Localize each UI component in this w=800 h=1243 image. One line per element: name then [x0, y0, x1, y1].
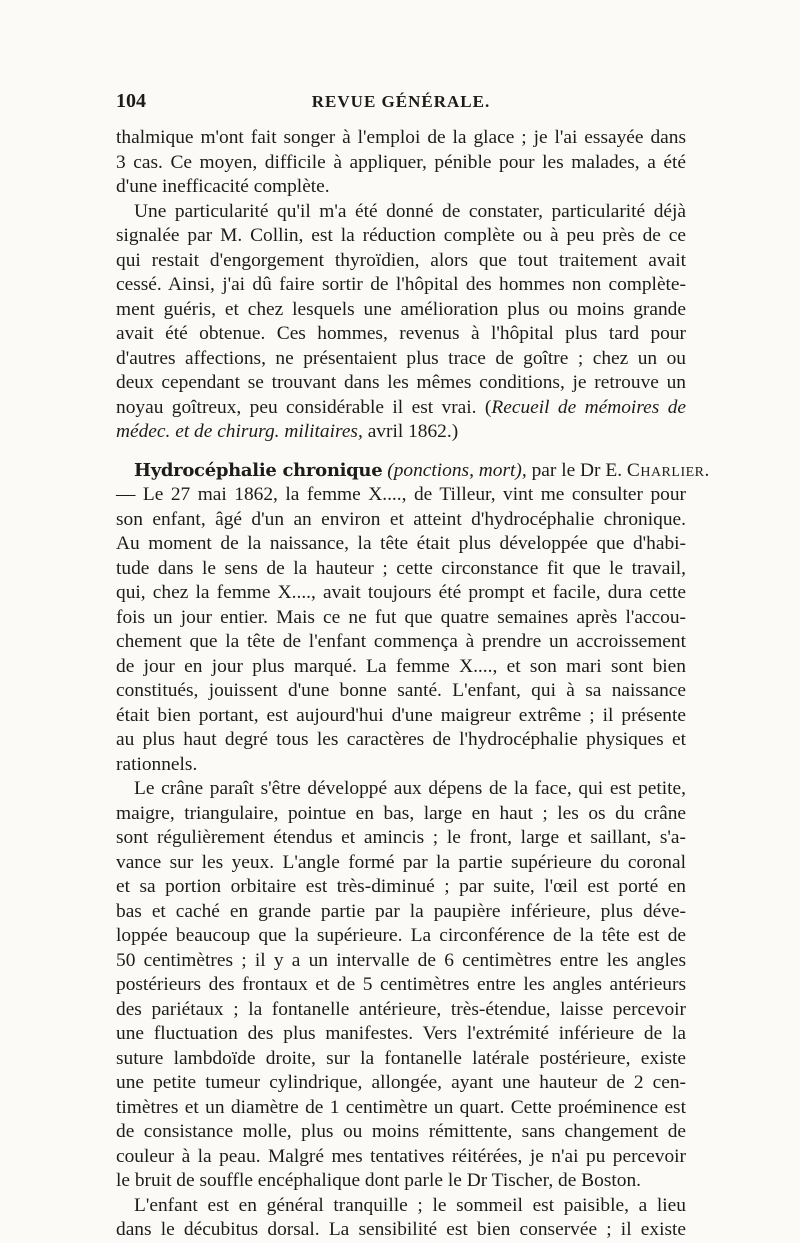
text-line: noyau goîtreux, peu considérable il est vrai. (Recueil de mémoires de: [116, 396, 686, 418]
text-line: couleur à la peau. Malgré mes tentatives réitérées, je n'ai pu percevoir: [116, 1145, 686, 1167]
text-line: deux cependant se trouvant dans les mêmes conditions, je retrouve un: [116, 372, 686, 393]
page-number: 104: [116, 90, 146, 112]
text-line: — Le 27 mai 1862, la femme X...., de Tilleur, vint me consulter pour: [116, 484, 686, 505]
text-line: loppée beaucoup que la supérieure. La circonférence de la tête est de: [116, 925, 686, 946]
article-subtitle: (ponctions, mort),: [387, 459, 527, 481]
text-line: des pariétaux ; la fontanelle antérieure, très-étendue, laisse percevoir: [116, 998, 686, 1020]
text-line: au plus haut degré tous les caractères de l'hydrocéphalie physiques et: [116, 729, 686, 750]
article-title: Hydrocéphalie chronique: [134, 459, 383, 481]
running-title: REVUE GÉNÉRALE.: [311, 92, 491, 111]
text-line: Au moment de la naissance, la tête était plus développée que d'habi-: [116, 533, 686, 554]
text-line: postérieurs des frontaux et de 5 centimètres entre les angles antérieurs: [116, 974, 686, 995]
text-line: thalmique m'ont fait songer à l'emploi de la glace ; je l'ai essayée dans: [116, 127, 686, 148]
text-line: bas et caché en grande partie par la paupière inférieure, plus déve-: [116, 900, 686, 922]
text-line: de jour en jour plus marqué. La femme X...., et son mari sont bien: [116, 655, 686, 677]
text-line: d'une inefficacité complète.: [116, 176, 330, 197]
text-line: maigre, triangulaire, pointue en bas, large en haut ; les os du crâne: [116, 802, 686, 824]
text-line: signalée par M. Collin, est la réduction complète ou à peu près de ce: [116, 225, 686, 246]
article-author: Charlier.: [626, 459, 710, 481]
text-line: le bruit de souffle encéphalique dont parle le Dr Tischer, de Boston.: [116, 1170, 641, 1191]
text-line: [116, 420, 686, 445]
text-line: 50 centimètres ; il y a un intervalle de 6 centimètres entre les angles: [116, 949, 686, 971]
page-header: [116, 90, 686, 120]
text-line: fois un jour entier. Mais ce ne fut que quatre semaines après l'accou-: [116, 606, 686, 628]
text-line: constitués, jouissent d'une bonne santé. L'enfant, qui à sa naissance: [116, 680, 686, 701]
text-line: d'autres affections, ne présentaient plus trace de goître ; chez un ou: [116, 347, 686, 369]
body-text: [116, 126, 710, 1243]
text-line: dans le décubitus dorsal. La sensibilité est bien conservée ; il existe: [116, 1219, 686, 1240]
text-line: avait été obtenue. Ces hommes, revenus à l'hôpital plus tard pour: [116, 323, 686, 344]
text-line: vance sur les yeux. L'angle formé par la partie supérieure du coronal: [116, 851, 686, 873]
citation-title-cont: médec. et de chirurg. militaires,: [116, 421, 363, 442]
text-line: et sa portion orbitaire est très-diminué ; par suite, l'œil est porté en: [116, 876, 686, 897]
text-line: Une particularité qu'il m'a été donné de constater, particularité déjà: [134, 200, 686, 222]
text-line: qui, chez la femme X...., avait toujours été prompt et facile, dura cette: [116, 582, 686, 603]
text-line: tude dans le sens de la hauteur ; cette circonstance fit que le travail,: [116, 557, 686, 579]
text-line: son enfant, âgé d'un an environ et atteint d'hydrocéphalie chronique.: [116, 508, 686, 530]
text-line: suture lambdoïde droite, sur la fontanelle latérale postérieure, existe: [116, 1047, 686, 1069]
text-fragment: noyau goîtreux, peu considérable il est vrai.: [116, 396, 477, 418]
text-line: sont régulièrement étendus et amincis ; le front, large et saillant, s'a-: [116, 827, 686, 848]
text-line: qui restait d'engorgement thyroïdien, alors que tout traitement avait: [116, 249, 686, 271]
author-prefix: par le Dr E.: [531, 459, 623, 481]
text-line: une petite tumeur cylindrique, allongée, ayant une hauteur de 2 cen-: [116, 1072, 686, 1093]
text-line: 3 cas. Ce moyen, difficile à appliquer, pénible pour les malades, a été: [116, 151, 686, 173]
text-line: L'enfant est en général tranquille ; le sommeil est paisible, a lieu: [134, 1194, 686, 1216]
text-line: cessé. Ainsi, j'ai dû faire sortir de l'hôpital des hommes non complète-: [116, 274, 686, 295]
text-line: était bien portant, est aujourd'hui d'une maigreur extrême ; il présente: [116, 704, 686, 726]
text-line: Le crâne paraît s'être développé aux dépens de la face, qui est petite,: [134, 778, 686, 799]
citation-title: Recueil de mémoires de: [491, 396, 686, 418]
text-line: rationnels.: [116, 753, 198, 775]
article-heading-line: [116, 459, 710, 484]
text-line: ment guéris, et chez lesquels une amélioration plus ou moins grande: [116, 298, 686, 320]
text-line: de consistance molle, plus ou moins rémittente, sans changement de: [116, 1121, 686, 1142]
text-line: une fluctuation des plus manifestes. Vers l'extrémité inférieure de la: [116, 1023, 686, 1044]
text-line: timètres et un diamètre de 1 centimètre un quart. Cette proéminence est: [116, 1096, 686, 1118]
citation-date: avril 1862.): [367, 421, 459, 442]
text-line: chement que la tête de l'enfant commença à prendre un accroissement: [116, 631, 686, 652]
